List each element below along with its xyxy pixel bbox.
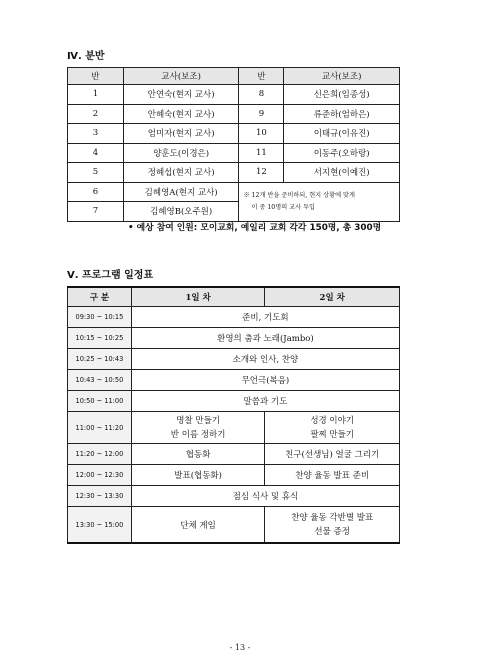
table-header-row xyxy=(68,287,400,307)
activity: 환영의 춤과 노래(Jambo) xyxy=(131,328,399,349)
teacher-name: 안연숙(현지 교사) xyxy=(123,85,239,105)
class-number: 7 xyxy=(68,202,124,222)
section-5-heading: Ⅴ. 프로그램 일정표 xyxy=(67,270,154,281)
page-number: - 13 - xyxy=(229,643,251,652)
class-number: 9 xyxy=(239,104,284,124)
table-row xyxy=(68,307,400,328)
note-line: 이 중 10명의 교사 투입 xyxy=(251,203,316,211)
class-number: 11 xyxy=(239,143,284,163)
table-row xyxy=(68,124,400,144)
table-row xyxy=(68,412,400,444)
table-row xyxy=(68,465,400,486)
section-4-heading: Ⅳ. 분반 xyxy=(67,51,105,62)
teacher-name: 서지현(이예진) xyxy=(284,163,400,183)
table-row xyxy=(68,182,400,202)
schedule-table xyxy=(67,286,400,544)
header-day-1: 1일 차 xyxy=(131,287,265,307)
activity-line: 명찰 만들기 xyxy=(176,415,220,426)
table-row xyxy=(68,163,400,183)
day-2-activity: 찬양 율동 발표 준비 xyxy=(265,465,400,486)
time-slot: 11:00 ~ 11:20 xyxy=(68,412,132,444)
teacher-name: 김혜영A(현지 교사) xyxy=(123,182,239,202)
class-number: 12 xyxy=(239,163,284,183)
class-number: 8 xyxy=(239,85,284,105)
day-2-activity: 친구(선생님) 얼굴 그리기 xyxy=(265,444,400,465)
day-1-activity xyxy=(131,412,265,444)
class-number: 10 xyxy=(239,124,284,144)
table-row xyxy=(68,391,400,412)
time-slot: 10:15 ~ 10:25 xyxy=(68,328,132,349)
activity: 소개와 인사, 찬양 xyxy=(131,349,399,370)
teacher-name: 엄미자(현지 교사) xyxy=(123,124,239,144)
table-header-row xyxy=(68,68,400,85)
table-row xyxy=(68,104,400,124)
header-day-2: 2일 차 xyxy=(265,287,400,307)
header-class: 반 xyxy=(239,68,284,85)
activity: 준비, 기도회 xyxy=(131,307,399,328)
teacher-name: 이태규(이유진) xyxy=(284,124,400,144)
activity-line: 찬양 율동 각반별 발표 xyxy=(291,512,374,523)
class-number: 1 xyxy=(68,85,124,105)
teacher-name: 김혜영B(오주원) xyxy=(123,202,239,222)
time-slot: 11:20 ~ 12:00 xyxy=(68,444,132,465)
header-teacher: 교사(보조) xyxy=(284,68,400,85)
header-teacher: 교사(보조) xyxy=(123,68,239,85)
teacher-name: 이동주(오하랑) xyxy=(284,143,400,163)
teacher-name: 정혜섭(현지 교사) xyxy=(123,163,239,183)
activity: 점심 식사 및 휴식 xyxy=(131,486,399,507)
teacher-name: 안혜숙(현지 교사) xyxy=(123,104,239,124)
table-row xyxy=(68,143,400,163)
time-slot: 10:43 ~ 10:50 xyxy=(68,370,132,391)
time-slot: 12:00 ~ 12:30 xyxy=(68,465,132,486)
table-row xyxy=(68,370,400,391)
activity-line: 반 이름 정하기 xyxy=(170,429,226,440)
table-row xyxy=(68,486,400,507)
activity: 말씀과 기도 xyxy=(131,391,399,412)
header-time: 구 분 xyxy=(68,287,132,307)
note-line: ※ 12개 반을 준비하되, 현지 상황에 맞게 xyxy=(243,191,355,199)
activity: 무언극(복음) xyxy=(131,370,399,391)
day-2-activity xyxy=(265,507,400,544)
day-1-activity: 발표(협동화) xyxy=(131,465,265,486)
time-slot: 10:25 ~ 10:43 xyxy=(68,349,132,370)
activity-line: 성경 이야기 xyxy=(310,415,355,426)
activity-line: 선물 증정 xyxy=(314,526,350,537)
attendance-estimate: • 예상 참여 인원: 모이교회, 예일리 교회 각각 150명, 총 300명 xyxy=(128,223,382,233)
teacher-name: 신은희(임종성) xyxy=(284,85,400,105)
table-row xyxy=(68,507,400,544)
table-row xyxy=(68,85,400,105)
header-class: 반 xyxy=(68,68,124,85)
time-slot: 13:30 ~ 15:00 xyxy=(68,507,132,544)
class-number: 2 xyxy=(68,104,124,124)
activity-line: 팔찌 만들기 xyxy=(310,429,355,440)
staffing-note xyxy=(239,182,400,221)
class-number: 5 xyxy=(68,163,124,183)
teacher-name: 양훈도(이경은) xyxy=(123,143,239,163)
table-row xyxy=(68,444,400,465)
day-1-activity: 단체 게임 xyxy=(131,507,265,544)
table-row xyxy=(68,349,400,370)
table-row xyxy=(68,328,400,349)
class-number: 4 xyxy=(68,143,124,163)
time-slot: 09:30 ~ 10:15 xyxy=(68,307,132,328)
class-number: 6 xyxy=(68,182,124,202)
time-slot: 10:50 ~ 11:00 xyxy=(68,391,132,412)
day-2-activity xyxy=(265,412,400,444)
teacher-name: 류준하(엄하은) xyxy=(284,104,400,124)
class-number: 3 xyxy=(68,124,124,144)
day-1-activity: 협동화 xyxy=(131,444,265,465)
class-assignment-table xyxy=(67,67,400,222)
time-slot: 12:30 ~ 13:30 xyxy=(68,486,132,507)
